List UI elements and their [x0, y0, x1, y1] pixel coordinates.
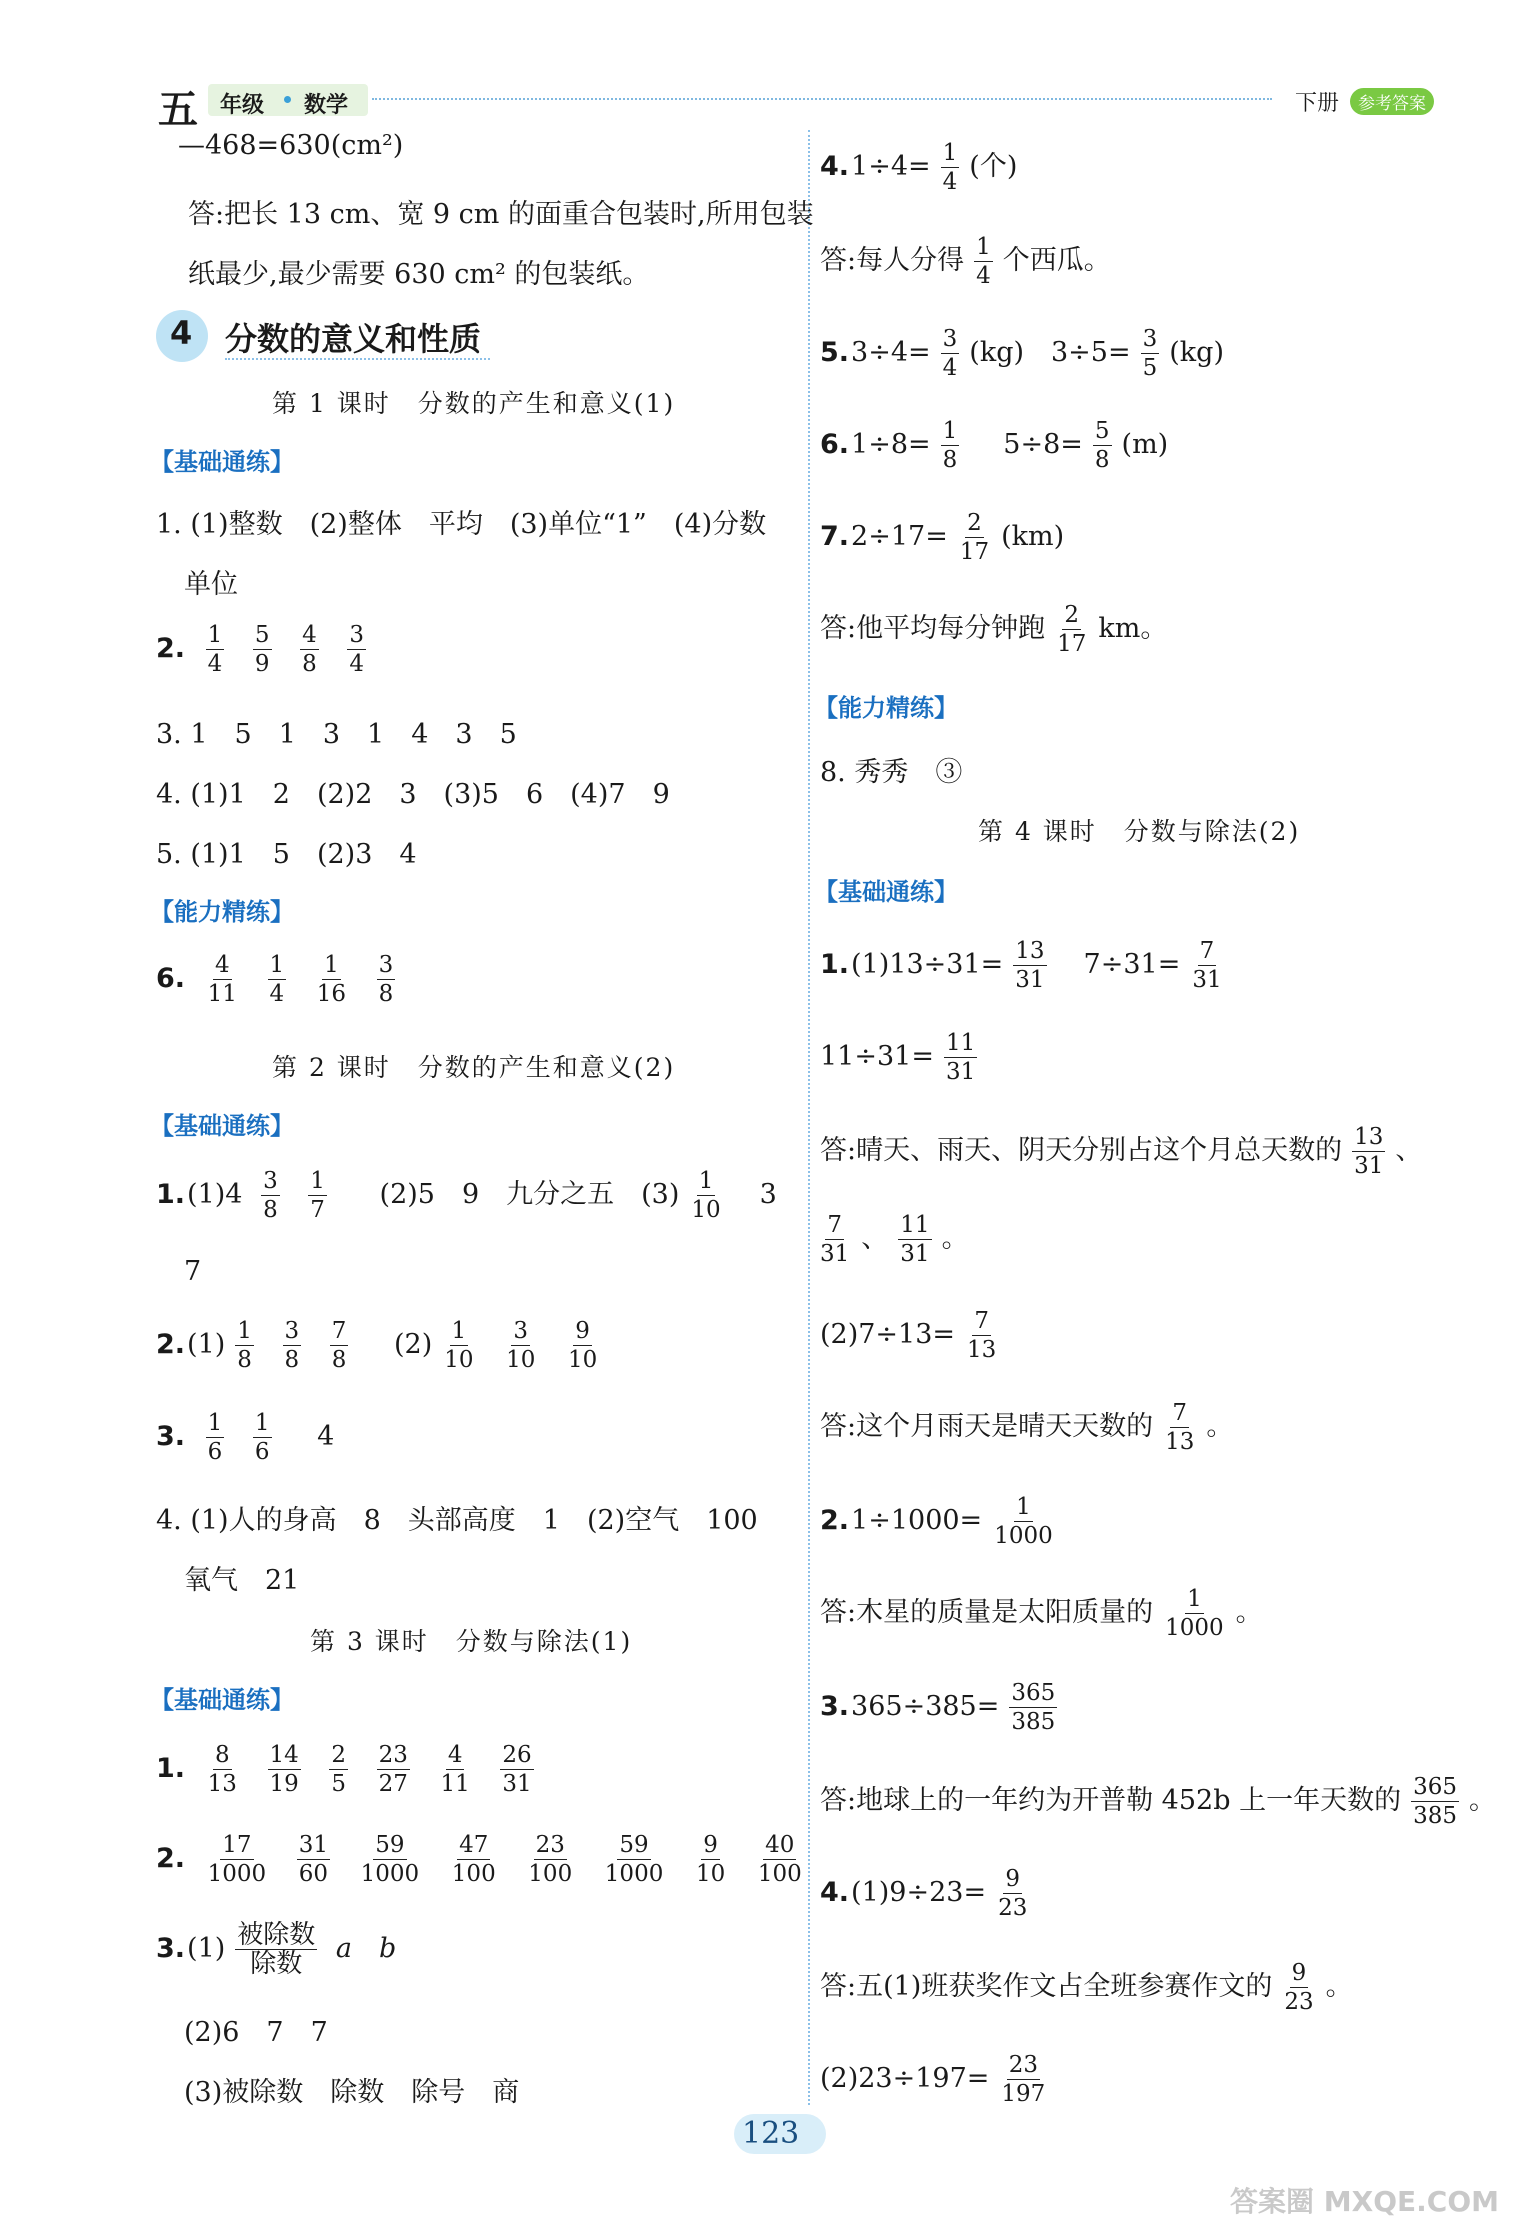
l2-q4-cont: 氧气 21 — [184, 1565, 300, 1596]
subject-label: 数学 — [304, 93, 349, 118]
fraction: $\frac{3}{4}$ — [349, 622, 364, 677]
l2-q4: 4. (1)人的身高 8 头部高度 1 (2)空气 100 — [156, 1505, 758, 1536]
dot-icon — [284, 96, 291, 103]
l1-q1-cont: 单位 — [184, 569, 238, 600]
r-l4-q2: 2.1÷1000= $\frac{1}{1000}$ — [820, 1494, 1053, 1549]
r-q7-answer: 答:他平均每分钟跑 $\frac{2}{17}$ km。 — [820, 602, 1168, 657]
l2-q3: 3. $\frac{1}{6}$ $\frac{1}{6}$ 4 — [156, 1410, 335, 1465]
grade-char: 五 — [158, 87, 198, 133]
continued-line-3: 纸最少,最少需要 630 cm² 的包装纸。 — [188, 259, 650, 290]
r-l4-q3: 3.365÷385= $\frac{365}{385}$ — [820, 1680, 1056, 1735]
basic-practice-tag-4: 【基础通练】 — [814, 878, 958, 906]
r-l4-q4-answer: 答:五(1)班获奖作文占全班参赛作文的 $\frac{9}{23}$ 。 — [820, 1960, 1353, 2015]
page-number: 123 — [742, 2116, 800, 2151]
r-l4-q1-answer: 答:晴天、雨天、阴天分别占这个月总天数的 $\frac{13}{31}$ 、 — [820, 1124, 1423, 1179]
l1-q6: 6. $\frac{4}{11}$ $\frac{1}{4}$ $\frac{1}{16}$ $\frac{3}{8}$ — [156, 952, 394, 1007]
lesson-3-title: 第 3 课时 分数与除法(1) — [310, 1627, 633, 1656]
l3-q2: 2. $\frac{17}{1000}$ $\frac{31}{60}$ $\frac{59}{1000}$ $\frac{47}{100}$ $\frac{23}{100}$ $\frac{59}{1000}$ $\frac{9}{10}$ $\frac{40}{100}$ — [156, 1832, 802, 1887]
column-divider — [808, 130, 810, 2105]
fraction: $\frac{1}{4}$ — [207, 622, 223, 677]
grade-label: 年级 — [220, 93, 265, 118]
basic-practice-tag-3: 【基础通练】 — [150, 1686, 294, 1714]
r-q8: 8. 秀秀 ③ — [820, 757, 963, 788]
r-l4-q2-answer: 答:木星的质量是太阳质量的 $\frac{1}{1000}$ 。 — [820, 1586, 1263, 1641]
l1-q1: 1. (1)整数 (2)整体 平均 (3)单位“1” (4)分数 — [156, 509, 767, 540]
r-l4-q4-2: (2)23÷197= $\frac{23}{197}$ — [820, 2052, 1046, 2107]
r-l4-q1-answer-cont: $\frac{7}{31}$ 、 $\frac{11}{31}$ 。 — [820, 1212, 969, 1267]
r-l4-q1-b: 11÷31= $\frac{11}{31}$ — [820, 1030, 976, 1085]
l2-q2: 2.(1) $\frac{1}{8}$ $\frac{3}{8}$ $\frac{7}{8}$ (2) $\frac{1}{10}$ $\frac{3}{10}$ $\frac{9}{10}$ — [156, 1318, 598, 1373]
r-l4-q3-answer: 答:地球上的一年约为开普勒 452b 上一年天数的 $\frac{365}{385}$ 。 — [820, 1774, 1496, 1829]
page-header — [0, 0, 1514, 133]
ability-practice-tag-1: 【能力精练】 — [150, 898, 294, 926]
lesson-1-title: 第 1 课时 分数的产生和意义(1) — [272, 389, 676, 418]
r-l4-q1: 1.(1)13÷31= $\frac{13}{31}$ 7÷31= $\frac{7}{31}$ — [820, 938, 1222, 993]
l3-q3-3: (3)被除数 除数 除号 商 — [184, 2077, 520, 2108]
volume-label: 下册 — [1295, 91, 1340, 116]
l3-q3-1: 3.(1) $\frac{\text{被除数}}{\text{除数}}$ a b — [156, 1920, 397, 1979]
r-l4-q1-2: (2)7÷13= $\frac{7}{13}$ — [820, 1308, 997, 1363]
r-q7: 7.2÷17= $\frac{2}{17}$ (km) — [820, 510, 1065, 565]
answer-badge: 参考答案 — [1350, 88, 1434, 115]
l3-q1: 1. $\frac{8}{13}$ $\frac{14}{19}$ $\frac{2}{5}$ $\frac{23}{27}$ $\frac{4}{11}$ $\frac{26}{31}$ — [156, 1742, 532, 1797]
r-q4-answer: 答:每人分得 $\frac{1}{4}$ 个西瓜。 — [820, 234, 1111, 289]
l1-q2: 2. $\frac{1}{4}$ $\frac{5}{9}$ $\frac{4}{8}$ $\frac{3}{4}$ — [156, 622, 364, 677]
ability-practice-tag-2: 【能力精练】 — [814, 694, 958, 722]
r-q6: 6.1÷8= $\frac{1}{8}$ 5÷8= $\frac{5}{8}$ (m) — [820, 418, 1169, 473]
watermark: 答案圈 MXQE.COM — [1230, 2185, 1499, 2218]
l2-q1: 1.(1)4 $\frac{3}{8}$ $\frac{1}{7}$ (2)5 9 九分之五 (3) $\frac{1}{10}$ 3 — [156, 1168, 777, 1223]
lesson-4-title: 第 4 课时 分数与除法(2) — [978, 817, 1301, 846]
unit-number: 4 — [170, 314, 193, 352]
continued-line-2: 答:把长 13 cm、宽 9 cm 的面重合包装时,所用包装 — [188, 199, 814, 230]
l1-q5: 5. (1)1 5 (2)3 4 — [156, 839, 417, 870]
r-q4: 4.1÷4= $\frac{1}{4}$ (个) — [820, 140, 1018, 195]
fraction: $\frac{4}{8}$ — [302, 622, 317, 677]
r-l4-q4: 4.(1)9÷23= $\frac{9}{23}$ — [820, 1866, 1028, 1921]
r-q5: 5.3÷4= $\frac{3}{4}$ (kg) 3÷5= $\frac{3}{5}$ (kg) — [820, 326, 1224, 381]
unit-title: 分数的意义和性质 — [225, 320, 482, 358]
continued-line-1: —468=630(cm²) — [178, 130, 404, 161]
unit-title-underline — [225, 358, 490, 360]
l3-q3-2: (2)6 7 7 — [184, 2017, 328, 2048]
l1-q3: 3. 1 5 1 3 1 4 3 5 — [156, 719, 517, 750]
r-l4-q1-2-answer: 答:这个月雨天是晴天天数的 $\frac{7}{13}$ 。 — [820, 1400, 1234, 1455]
basic-practice-tag-1: 【基础通练】 — [150, 448, 294, 476]
basic-practice-tag-2: 【基础通练】 — [150, 1112, 294, 1140]
lesson-2-title: 第 2 课时 分数的产生和意义(2) — [272, 1053, 676, 1082]
fraction: $\frac{5}{9}$ — [254, 622, 270, 677]
l1-q4: 4. (1)1 2 (2)2 3 (3)5 6 (4)7 9 — [156, 779, 670, 810]
header-rule — [372, 98, 1272, 100]
l2-q1-cont: 7 — [184, 1256, 202, 1287]
